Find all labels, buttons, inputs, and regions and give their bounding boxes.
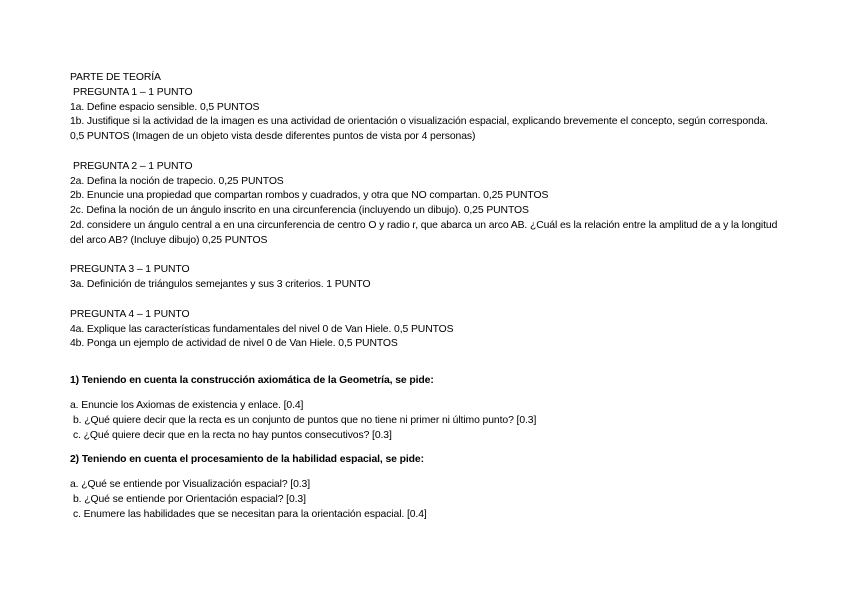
section-1c: c. ¿Qué quiere decir que en la recta no hay puntos consecutivos? [0.3] — [73, 429, 392, 441]
question-2-title: PREGUNTA 2 – 1 PUNTO — [73, 160, 193, 172]
question-2a: 2a. Defina la noción de trapecio. 0,25 PUNTOS — [70, 175, 284, 187]
question-4-title: PREGUNTA 4 – 1 PUNTO — [70, 308, 190, 320]
section-2-title: 2) Teniendo en cuenta el procesamiento de la habilidad espacial, se pide: — [70, 454, 424, 466]
question-3-title: PREGUNTA 3 – 1 PUNTO — [70, 264, 190, 276]
spacer — [70, 352, 780, 374]
question-2d: 2d. considere un ángulo central a en una circunferencia de centro O y radio r, que abarca un arco AB. ¿Cuál es la relación entre la amplitud de a y la longitud del arco AB? (Incluye dibujo) 0,25 PUNTOS — [70, 219, 778, 246]
section-2a: a. ¿Qué se entiende por Visualización espacial? [0.3] — [70, 479, 310, 491]
spacer — [70, 249, 780, 264]
question-2b: 2b. Enuncie una propiedad que compartan rombos y cuadrados, y otra que NO compartan. 0,25 PUNTOS — [70, 190, 549, 202]
spacer — [70, 145, 780, 160]
section-1a: a. Enuncie los Axiomas de existencia y enlace. [0.4] — [70, 399, 304, 411]
question-3a: 3a. Definición de triángulos semejantes y sus 3 criterios. 1 PUNTO — [70, 279, 371, 291]
spacer — [70, 389, 780, 399]
question-1-title: PREGUNTA 1 – 1 PUNTO — [73, 86, 193, 98]
question-2c: 2c. Defina la noción de un ángulo inscrito en una circunferencia (incluyendo un dibujo). 0,25 PUNTOS — [70, 205, 529, 217]
spacer — [70, 443, 780, 453]
section-1-title: 1) Teniendo en cuenta la construcción axiomática de la Geometría, se pide: — [70, 375, 434, 387]
theory-heading: PARTE DE TEORÍA — [70, 72, 161, 83]
spacer — [70, 293, 780, 308]
question-4b: 4b. Ponga un ejemplo de actividad de nivel 0 de Van Hiele. 0,5 PUNTOS — [70, 338, 398, 350]
section-2b: b. ¿Qué se entiende por Orientación espacial? [0.3] — [73, 493, 306, 505]
question-1a: 1a. Define espacio sensible. 0,5 PUNTOS — [70, 101, 260, 113]
question-4a: 4a. Explique las características fundamentales del nivel 0 de Van Hiele. 0,5 PUNTOS — [70, 323, 454, 335]
section-1b: b. ¿Qué quiere decir que la recta es un conjunto de puntos que no tiene ni primer ni último punto? [0.3] — [73, 414, 537, 426]
spacer — [70, 468, 780, 478]
document-page — [70, 71, 780, 523]
question-1b: 1b. Justifique si la actividad de la imagen es una actividad de orientación o visualización espacial, explicando brevemente el concepto, según corresponda. 0,5 PUNTOS (Imagen de un objeto vista desde diferentes puntos de vista por 4 personas) — [70, 116, 768, 143]
section-2c: c. Enumere las habilidades que se necesitan para la orientación espacial. [0.4] — [73, 508, 427, 520]
